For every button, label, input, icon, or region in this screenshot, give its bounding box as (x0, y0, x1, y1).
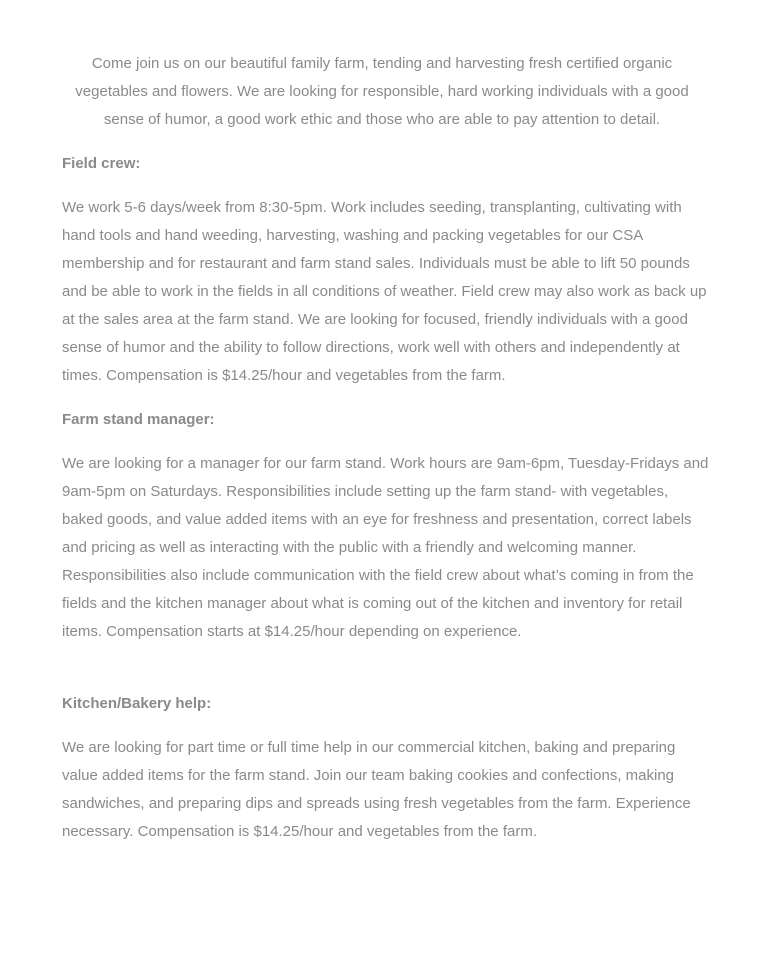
farm-stand-manager-heading: Farm stand manager: (62, 411, 215, 428)
job-listing-content (62, 0, 710, 846)
field-crew-description: We work 5-6 days/week from 8:30-5pm. Work includes seeding, transplanting, cultivating with hand tools and hand weeding, harvesting, washing and packing vegetables for our CSA membership and for restaurant and farm stand sales. Individuals must be able to lift 50 pounds and be able to work in the fields in all conditions of weather. Field crew may also work as back up at the sales area at the farm stand. We are looking for focused, friendly individuals with a good sense of humor and the ability to follow directions, work well with others and independently at times. Compensation is $14.25/hour and vegetables from the farm. (62, 199, 707, 384)
kitchen-bakery-heading: Kitchen/Bakery help: (62, 695, 212, 712)
kitchen-bakery-description: We are looking for part time or full time help in our commercial kitchen, baking and preparing value added items for the farm stand. Join our team baking cookies and confections, making sandwiches, and preparing dips and spreads using fresh vegetables from the farm. Experience necessary. Compensation is $14.25/hour and vegetables from the farm. (62, 739, 691, 840)
farm-stand-manager-description: We are looking for a manager for our farm stand. Work hours are 9am-6pm, Tuesday-Fridays and 9am-5pm on Saturdays. Responsibilities include setting up the farm stand- with vegetables, baked goods, and value added items with an eye for freshness and presentation, correct labels and pricing as well as interacting with the public with a friendly and welcoming manner. Responsibilities also include communication with the field crew about what’s coming in from the fields and the kitchen manager about what is coming out of the kitchen and inventory for retail items. Compensation starts at $14.25/hour depending on experience. (62, 455, 709, 640)
section-spacer (62, 646, 710, 674)
intro-paragraph: Come join us on our beautiful family farm, tending and harvesting fresh certified organic vegetables and flowers. We are looking for responsible, hard working individuals with a good sense of humor, a good work ethic and those who are able to pay attention to detail. (75, 55, 689, 128)
field-crew-heading: Field crew: (62, 155, 141, 172)
